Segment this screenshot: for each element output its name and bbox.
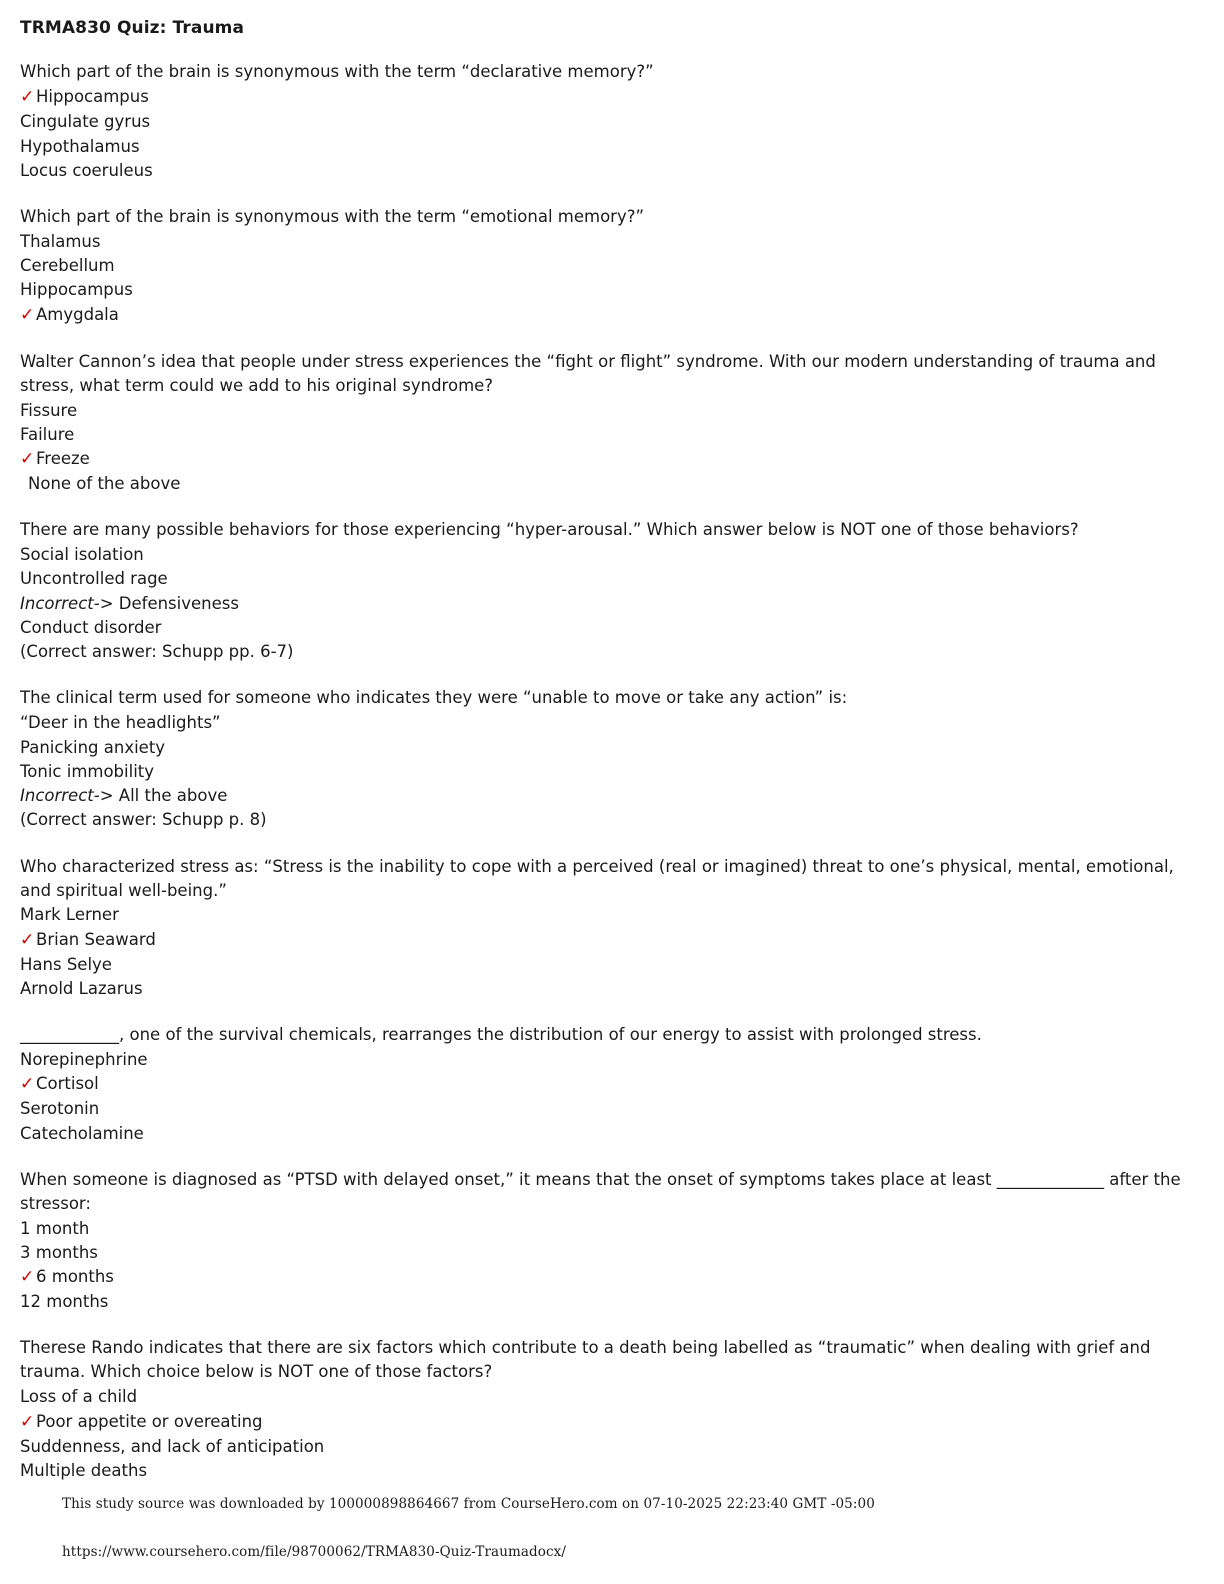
quiz-item: [20, 205, 1184, 328]
answer-option[interactable]: [20, 472, 1184, 496]
answer-option[interactable]: [20, 230, 1184, 254]
question-text: Who characterized stress as: “Stress is the inability to cope with a perceived (real or imagined) threat to one’s physical, mental, emotional, and spiritual well-being.”: [20, 856, 1174, 900]
answer-option-label: 6 months: [36, 1267, 114, 1287]
source-url: https://www.coursehero.com/file/98700062/TRMA830-Quiz-Traumadocx/: [62, 1544, 567, 1560]
answer-option[interactable]: [20, 784, 1184, 808]
quiz-item: [20, 686, 1184, 832]
answer-option-label: Multiple deaths: [20, 1460, 148, 1480]
answer-option-label: Norepinephrine: [20, 1050, 148, 1070]
answer-option[interactable]: [20, 135, 1184, 159]
answer-option-label: Cingulate gyrus: [20, 112, 151, 132]
answer-option[interactable]: [20, 1097, 1184, 1121]
answer-option[interactable]: [20, 1072, 1184, 1097]
quiz-item: [20, 1168, 1184, 1315]
question-text: Which part of the brain is synonymous with the term “declarative memory?”: [20, 62, 654, 82]
answer-option[interactable]: [20, 1122, 1184, 1146]
checkmark-icon: ✓: [20, 929, 35, 950]
answer-option[interactable]: [20, 1459, 1184, 1483]
answer-option[interactable]: [20, 711, 1184, 735]
incorrect-marker: Incorrect->: [20, 786, 114, 806]
answer-option[interactable]: [20, 543, 1184, 567]
answer-option[interactable]: [20, 159, 1184, 183]
correct-answer-note: (Correct answer: Schupp p. 8): [20, 810, 267, 830]
question-text: When someone is diagnosed as “PTSD with delayed onset,” it means that the onset of symptoms takes place at least _____________ after the stressor:: [20, 1169, 1181, 1213]
answer-option-label: Brian Seaward: [36, 929, 156, 949]
answer-option-label: Panicking anxiety: [20, 737, 166, 757]
answer-option-label: Loss of a child: [20, 1387, 138, 1407]
answer-option-label: Suddenness, and lack of anticipation: [20, 1436, 325, 1456]
answer-option-label: Thalamus: [20, 231, 101, 251]
quiz-item: [20, 1336, 1184, 1483]
answer-option-label: Cerebellum: [20, 256, 115, 276]
answer-option-label: None of the above: [28, 474, 181, 494]
answer-option[interactable]: [20, 1048, 1184, 1072]
answer-option-label: Cortisol: [36, 1074, 99, 1094]
answer-option[interactable]: [20, 616, 1184, 640]
answer-option-label: All the above: [118, 786, 228, 806]
answer-option[interactable]: [20, 1410, 1184, 1435]
answer-option-label: Serotonin: [20, 1099, 100, 1119]
answer-option-label: Amygdala: [36, 304, 119, 324]
answer-option[interactable]: [20, 736, 1184, 760]
answer-option[interactable]: [20, 592, 1184, 616]
answer-option[interactable]: [20, 110, 1184, 134]
answer-option-label: 12 months: [20, 1292, 109, 1312]
answer-option[interactable]: [20, 760, 1184, 784]
answer-option-label: Hippocampus: [20, 280, 133, 300]
answer-option-label: Tonic immobility: [20, 761, 155, 781]
answer-option[interactable]: [20, 1435, 1184, 1459]
answer-option[interactable]: [20, 977, 1184, 1001]
quiz-item: [20, 60, 1184, 183]
question-text: Which part of the brain is synonymous with the term “emotional memory?”: [20, 207, 645, 227]
quiz-item: [20, 1023, 1184, 1146]
answer-option[interactable]: [20, 447, 1184, 472]
answer-option[interactable]: [20, 303, 1184, 328]
correct-answer-note: (Correct answer: Schupp pp. 6-7): [20, 642, 294, 662]
answer-option-label: Failure: [20, 424, 75, 444]
answer-option[interactable]: [20, 903, 1184, 927]
page-title: TRMA830 Quiz: Trauma: [20, 18, 245, 38]
checkmark-icon: ✓: [20, 1267, 35, 1288]
checkmark-icon: ✓: [20, 304, 35, 325]
checkmark-icon: ✓: [20, 1411, 35, 1432]
quiz-item: [20, 518, 1184, 664]
question-text: There are many possible behaviors for those experiencing “hyper-arousal.” Which answer below is NOT one of those behaviors?: [20, 520, 1079, 540]
answer-option[interactable]: [20, 85, 1184, 110]
question-text: Walter Cannon’s idea that people under stress experiences the “fight or flight” syndrome. With our modern understanding of trauma and stress, what term could we add to his original syndrome?: [20, 351, 1156, 395]
question-text: ____________, one of the survival chemicals, rearranges the distribution of our energy to assist with prolonged stress.: [20, 1025, 982, 1045]
quiz-item: [20, 855, 1184, 1002]
answer-option-label: 3 months: [20, 1242, 98, 1262]
answer-option[interactable]: [20, 953, 1184, 977]
answer-option-label: 1 month: [20, 1218, 90, 1238]
answer-option[interactable]: [20, 1241, 1184, 1265]
answer-option[interactable]: [20, 1217, 1184, 1241]
download-note: This study source was downloaded by 100000898864667 from CourseHero.com on 07-10-2025 22:23:40 GMT -05:00: [62, 1496, 875, 1512]
quiz-blocks: [20, 60, 1184, 1483]
answer-option[interactable]: [20, 1290, 1184, 1314]
answer-option[interactable]: [20, 1265, 1184, 1290]
answer-option-label: “Deer in the headlights”: [20, 713, 221, 733]
answer-option-label: Hans Selye: [20, 954, 112, 974]
answer-option-label: Social isolation: [20, 545, 144, 565]
answer-option[interactable]: [20, 278, 1184, 302]
answer-option[interactable]: [20, 1385, 1184, 1409]
answer-option-label: Arnold Lazarus: [20, 978, 143, 998]
checkmark-icon: ✓: [20, 1074, 35, 1095]
answer-option[interactable]: [20, 928, 1184, 953]
answer-option[interactable]: [20, 254, 1184, 278]
answer-option-label: Hippocampus: [36, 87, 149, 107]
question-text: The clinical term used for someone who indicates they were “unable to move or take any action” is:: [20, 688, 848, 708]
answer-option-label: Poor appetite or overeating: [36, 1411, 263, 1431]
answer-option-label: Hypothalamus: [20, 136, 140, 156]
checkmark-icon: ✓: [20, 449, 35, 470]
incorrect-marker: Incorrect->: [20, 593, 114, 613]
answer-option-label: Conduct disorder: [20, 617, 162, 637]
question-text: Therese Rando indicates that there are six factors which contribute to a death being labelled as “traumatic” when dealing with grief and trauma. Which choice below is NOT one of those factors?: [20, 1338, 1151, 1382]
answer-option[interactable]: [20, 567, 1184, 591]
answer-option-label: Uncontrolled rage: [20, 569, 168, 589]
answer-option-label: Locus coeruleus: [20, 160, 153, 180]
answer-option-label: Fissure: [20, 400, 78, 420]
answer-option-label: Mark Lerner: [20, 905, 119, 925]
answer-option-label: Catecholamine: [20, 1123, 144, 1143]
answer-option-label: Defensiveness: [118, 593, 239, 613]
answer-option[interactable]: [20, 399, 1184, 423]
checkmark-icon: ✓: [20, 87, 35, 108]
quiz-item: [20, 350, 1184, 497]
answer-option-label: Freeze: [36, 449, 90, 469]
answer-option[interactable]: [20, 423, 1184, 447]
